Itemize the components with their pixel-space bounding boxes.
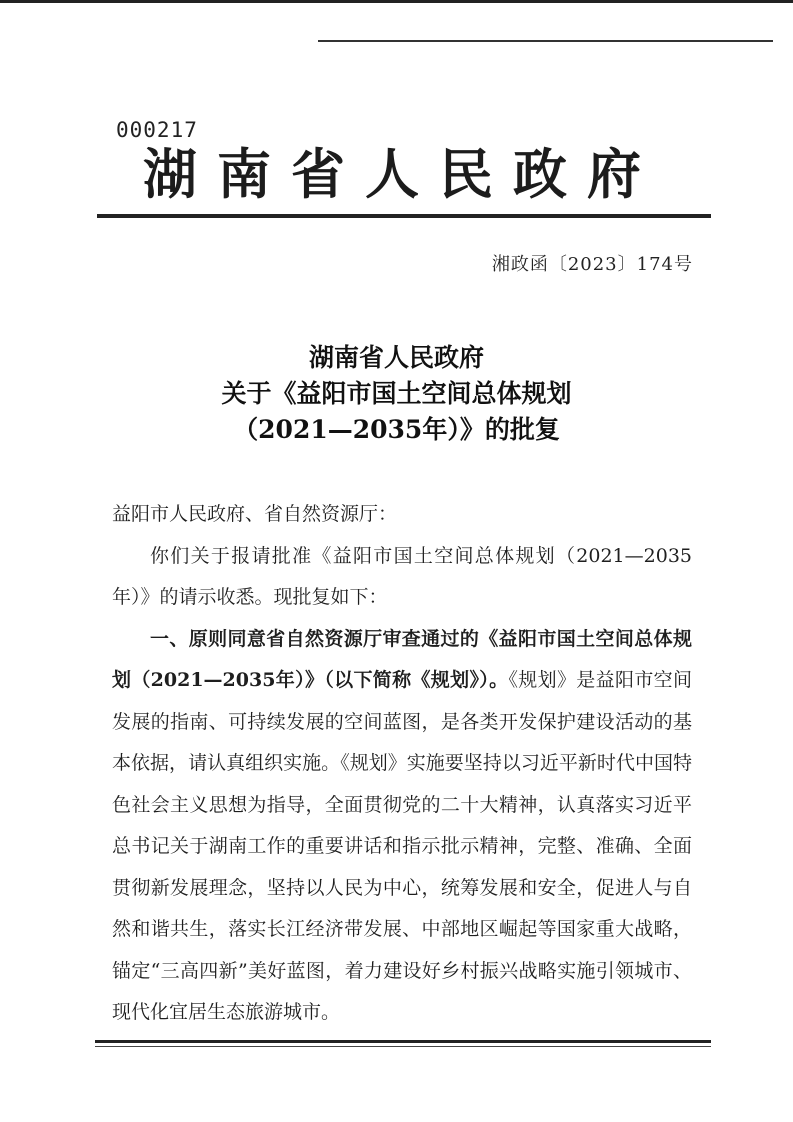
- section-one-paragraph: [112, 619, 692, 1034]
- section-one-lead: 一、原则同意省自然资源厅审查通过的《益阳市国土空间总体规划（2021—2035年）》（以下简称《规划》）。: [112, 627, 692, 691]
- scan-edge-line-2: [318, 40, 773, 42]
- footer-separator-rule-thin: [95, 1046, 711, 1047]
- footer-separator-rule: [95, 1040, 711, 1043]
- document-serial-number: 000217: [116, 118, 198, 142]
- scan-edge-line: [0, 0, 793, 3]
- document-title: [90, 340, 703, 448]
- title-line-2: 关于《益阳市国土空间总体规划: [221, 379, 572, 408]
- title-line-3: （2021—2035年）》的批复: [233, 415, 560, 444]
- intro-paragraph: 你们关于报请批准《益阳市国土空间总体规划（2021—2035年）》的请示收悉。现批复如下：: [112, 544, 692, 608]
- document-body: [112, 494, 692, 1034]
- title-line-1: 湖南省人民政府: [308, 343, 484, 372]
- addressee-line: 益阳市人民政府、省自然资源厅：: [112, 503, 398, 525]
- issuing-authority-header: 湖南省人民政府: [143, 143, 661, 206]
- section-one-text: 《规划》是益阳市空间发展的指南、可持续发展的空间蓝图，是各类开发保护建设活动的基本依据，请认真组织实施。《规划》实施要坚持以习近平新时代中国特色社会主义思想为指导，全面贯彻党的二十大精神，认真落实习近平总书记关于湖南工作的重要讲话和指示批示精神，完整、准确、全面贯彻新发展理念，坚持以人民为中心，统筹发展和安全，促进人与自然和谐共生，落实长江经济带发展、中部地区崛起等国家重大战略，锚定“三高四新”美好蓝图，着力建设好乡村振兴战略实施引领城市、现代化宜居生态旅游城市。: [112, 669, 692, 1023]
- header-separator-rule: [97, 214, 711, 218]
- document-reference-number: 湘政函〔2023〕174号: [491, 254, 693, 275]
